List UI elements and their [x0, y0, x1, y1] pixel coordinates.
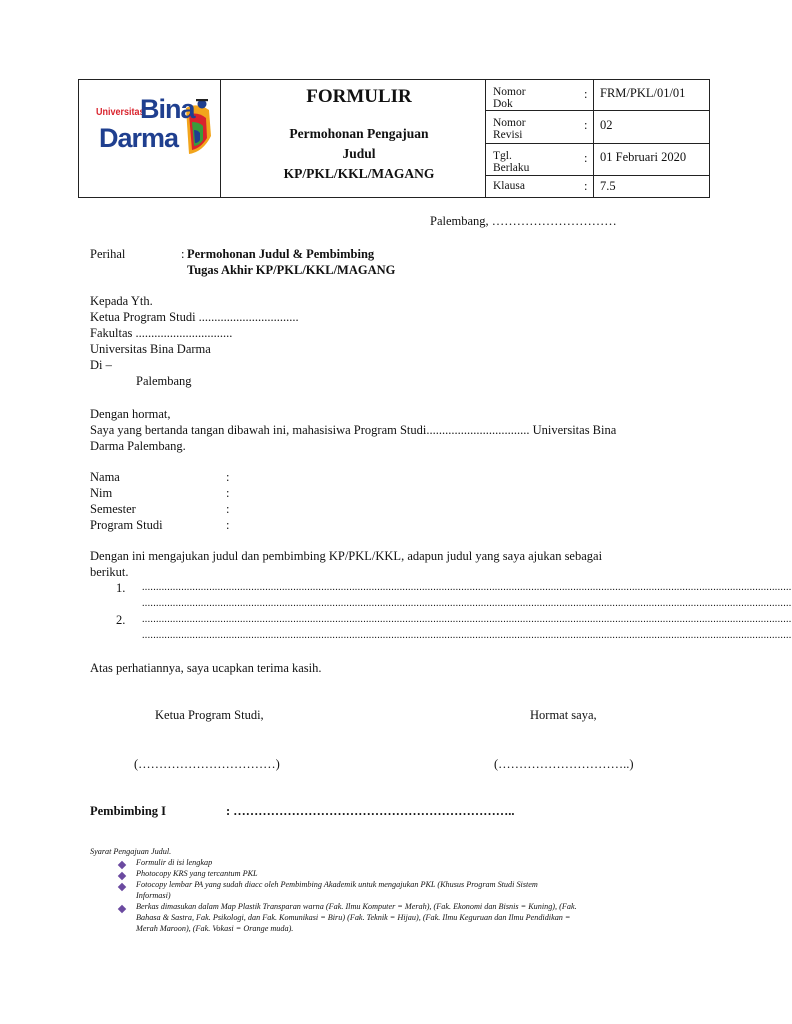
perihal-line-1: Permohonan Judul & Pembimbing [187, 247, 375, 261]
greeting: Dengan hormat, [90, 407, 171, 421]
field-colon: : [226, 470, 230, 484]
field-colon: : [226, 518, 230, 532]
meta-colon: : [584, 151, 588, 165]
addressee-line: Di – [90, 358, 112, 372]
bullet-icon [118, 861, 126, 869]
meta-value-tgl-berlaku: 01 Februari 2020 [600, 150, 687, 164]
table-divider [485, 80, 486, 197]
table-divider [485, 175, 709, 176]
form-subtitle-line-3: KP/PKL/KKL/MAGANG [283, 166, 435, 181]
meta-value-nomor-dok: FRM/PKL/01/01 [600, 86, 686, 100]
title-item-dotted-line: ........................................................................................................................................................................................................................................ [142, 614, 792, 625]
sign-right-label: Hormat saya, [530, 708, 597, 722]
meta-label-tgl-berlaku: Tgl. Berlaku [493, 150, 530, 174]
addressee-line: Ketua Program Studi ................................ [90, 310, 299, 324]
requirement-item: Formulir di isi lengkap [136, 858, 213, 867]
form-subtitle-line-2: Judul [342, 146, 376, 161]
title-item-number: 2. [116, 613, 126, 627]
requirement-item: Berkas dimasukan dalam Map Plastik Transparan warna (Fak. Ilmu Komputer = Merah), (Fak. Ekonomi dan Bisnis = Kuning), (Fak. [136, 902, 577, 911]
university-logo [93, 94, 218, 158]
field-label-nama: Nama [90, 470, 120, 484]
perihal-colon: : [181, 247, 185, 261]
place-date: Palembang, ………………………… [430, 214, 617, 228]
form-title: FORMULIR [306, 86, 412, 107]
proposal-line-2: berikut. [90, 565, 129, 579]
field-label-nim: Nim [90, 486, 113, 500]
meta-label-nomor-dok: Nomor Dok [493, 86, 526, 110]
meta-value-klausa: 7.5 [600, 179, 616, 193]
sign-left-blank: (……………………………) [134, 757, 280, 771]
meta-label-klausa: Klausa [493, 180, 525, 192]
title-item-dotted-line: ........................................................................................................................................................................................................................................ [142, 598, 792, 609]
bullet-icon [118, 905, 126, 913]
field-colon: : [226, 486, 230, 500]
pembimbing-value: : ………………………………………………………….. [226, 804, 515, 818]
requirement-item-continued: Bahasa & Sastra, Fak. Psikologi, dan Fak. Komunikasi = Biru) (Fak. Teknik = Hijau), (Fak. Ilmu Keguruan dan Ilmu Pendidikan = [136, 913, 571, 922]
meta-value-nomor-revisi: 02 [600, 118, 613, 132]
title-item-number: 1. [116, 581, 126, 595]
pembimbing-label: Pembimbing I [90, 804, 167, 818]
title-item-dotted-line: ........................................................................................................................................................................................................................................ [142, 582, 792, 593]
intro-line-2: Darma Palembang. [90, 439, 186, 453]
title-item-dotted-line: ........................................................................................................................................................................................................................................ [142, 630, 792, 641]
perihal-line-2: Tugas Akhir KP/PKL/KKL/MAGANG [187, 263, 396, 277]
meta-colon: : [584, 118, 588, 132]
logo-darma-text: Darma [99, 123, 179, 153]
meta-label-nomor-revisi: Nomor Revisi [493, 117, 526, 141]
field-label-semester: Semester [90, 502, 136, 516]
requirements-title: Syarat Pengajuan Judul. [90, 847, 172, 856]
form-subtitle-line-1: Permohonan Pengajuan [289, 126, 429, 141]
requirement-item-continued: Merah Maroon), (Fak. Vokasi = Orange muda). [136, 924, 294, 933]
sign-right-blank: (…………………………..) [494, 757, 634, 771]
table-divider [485, 110, 709, 111]
requirement-item-continued: Informasi) [136, 891, 171, 900]
addressee-line: Palembang [136, 374, 192, 388]
field-label-program-studi: Program Studi [90, 518, 163, 532]
addressee-line: Kepada Yth. [90, 294, 153, 308]
table-divider [220, 80, 221, 197]
field-colon: : [226, 502, 230, 516]
bullet-icon [118, 883, 126, 891]
logo-universitas-text: Universitas [96, 107, 145, 118]
sign-left-label: Ketua Program Studi, [155, 708, 264, 722]
requirement-item: Photocopy KRS yang tercantum PKL [136, 869, 258, 878]
requirement-item: Fotocopy lembar PA yang sudah diacc oleh Pembimbing Akademik untuk mengajukan PKL (Khusus Program Studi Sistem [136, 880, 538, 889]
bullet-icon [118, 872, 126, 880]
thanks-text: Atas perhatiannya, saya ucapkan terima kasih. [90, 661, 322, 675]
intro-line-1: Saya yang bertanda tangan dibawah ini, mahasisiwa Program Studi................................. Universitas Bina [90, 423, 617, 437]
table-divider [485, 143, 709, 144]
addressee-line: Universitas Bina Darma [90, 342, 211, 356]
perihal-label: Perihal [90, 247, 126, 261]
meta-colon: : [584, 179, 588, 193]
table-divider [593, 80, 594, 197]
addressee-line: Fakultas ............................... [90, 326, 233, 340]
meta-colon: : [584, 87, 588, 101]
proposal-line-1: Dengan ini mengajukan judul dan pembimbing KP/PKL/KKL, adapun judul yang saya ajukan sebagai [90, 549, 603, 563]
logo-bina-text: Bina [140, 94, 195, 124]
